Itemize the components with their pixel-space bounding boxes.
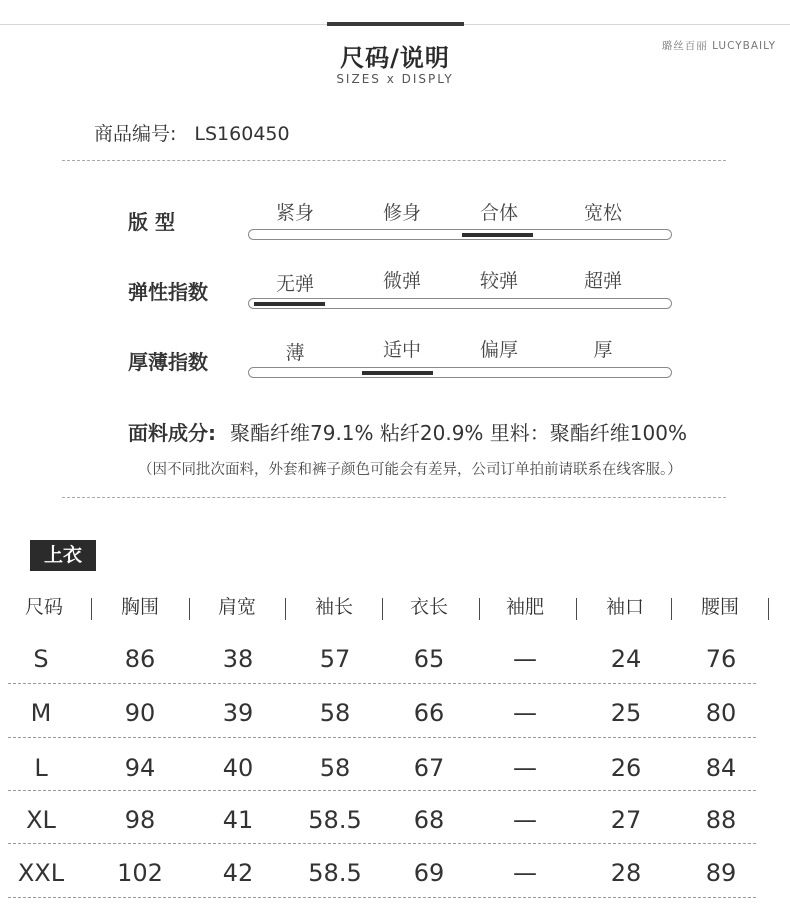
table-cell: — [513,859,537,887]
elasticity-option: 微弹 [382,270,421,292]
header-cell-size: 尺码 [24,596,63,618]
table-cell: — [513,645,537,673]
header-accent-bar [327,22,464,26]
header-cell-sleeve-width: 袖肥 [505,596,544,618]
table-row [0,635,790,689]
table-cell: 39 [222,699,254,727]
divider-bottom [62,497,726,498]
fabric-value: 聚酯纤维79.1% 粘纤20.9% 里料：聚酯纤维100% [230,421,687,445]
table-cell: 76 [705,645,737,673]
product-code [94,119,290,146]
table-cell: M [30,699,52,727]
header-cell-chest: 胸围 [120,596,159,618]
row-divider [8,683,756,684]
thickness-option: 适中 [382,339,421,361]
table-cell: 102 [117,859,163,887]
elasticity-option: 超弹 [583,270,622,292]
table-cell: L [34,754,48,782]
thickness-option: 厚 [593,339,613,361]
table-cell: — [513,754,537,782]
table-cell: 89 [705,859,737,887]
page-title: 尺码/说明 [340,44,450,72]
header-cell-sleeve: 袖长 [314,596,353,618]
header-cell-shoulder: 肩宽 [217,596,256,618]
brand-name: 璐丝百丽 LUCYBAILY [661,40,776,52]
table-cell: 65 [413,645,445,673]
table-cell: 28 [610,859,642,887]
row-divider [8,897,756,898]
header-cell-waist: 腰围 [700,596,739,618]
elasticity-label: 弹性指数 [128,280,208,304]
header-separator [768,598,769,620]
table-row [0,849,790,903]
elasticity-option: 较弹 [479,270,518,292]
table-cell: 41 [222,806,254,834]
table-cell: 69 [413,859,445,887]
row-divider [8,790,756,791]
section-title-tops: 上衣 [30,540,96,571]
product-code-label: 商品编号: [94,123,177,145]
elasticity-option: 无弹 [275,273,314,295]
table-cell: 68 [413,806,445,834]
table-cell: 42 [222,859,254,887]
product-code-value: LS160450 [194,123,290,145]
table-cell: 94 [124,754,156,782]
table-cell: 67 [413,754,445,782]
table-cell: 27 [610,806,642,834]
table-cell: 98 [124,806,156,834]
fabric-composition [128,417,687,446]
thickness-selected-marker [362,371,433,375]
table-cell: 86 [124,645,156,673]
fit-type-option: 宽松 [583,202,622,224]
size-table-header [0,592,790,626]
table-cell: 24 [610,645,642,673]
table-cell: — [513,806,537,834]
table-cell: 38 [222,645,254,673]
page-subtitle: SIZES x DISPLY [336,72,454,86]
header-cell-length: 衣长 [409,596,448,618]
table-cell: 84 [705,754,737,782]
table-cell: 25 [610,699,642,727]
table-cell: 80 [705,699,737,727]
table-cell: 26 [610,754,642,782]
table-cell: XXL [17,859,65,887]
row-divider [8,843,756,844]
thickness-option: 薄 [285,342,305,364]
fit-type-option: 合体 [479,202,518,224]
table-cell: S [33,645,49,673]
table-cell: 58.5 [308,806,362,834]
header-cell-cuff: 袖口 [605,596,644,618]
table-cell: 90 [124,699,156,727]
fabric-label: 面料成分: [128,421,216,445]
table-cell: 66 [413,699,445,727]
table-cell: 57 [319,645,351,673]
thickness-option: 偏厚 [479,339,518,361]
elasticity-selected-marker [254,302,325,306]
thickness-scale [248,367,672,378]
table-row [0,689,790,743]
fit-type-option: 紧身 [275,202,314,224]
fit-type-selected-marker [462,233,533,237]
fit-type-label: 版 型 [128,210,175,234]
table-cell: 58 [319,699,351,727]
table-cell: — [513,699,537,727]
table-row [0,796,790,850]
table-cell: 58 [319,754,351,782]
table-cell: 40 [222,754,254,782]
table-cell: 58.5 [308,859,362,887]
thickness-label: 厚薄指数 [128,350,208,374]
fit-type-option: 修身 [382,202,421,224]
table-cell: 88 [705,806,737,834]
divider-top [62,160,726,161]
row-divider [8,737,756,738]
fabric-note: （因不同批次面料，外套和裤子颜色可能会有差异，公司订单拍前请联系在线客服。） [138,462,682,478]
fit-type-scale [248,229,672,240]
table-cell: XL [26,806,56,834]
